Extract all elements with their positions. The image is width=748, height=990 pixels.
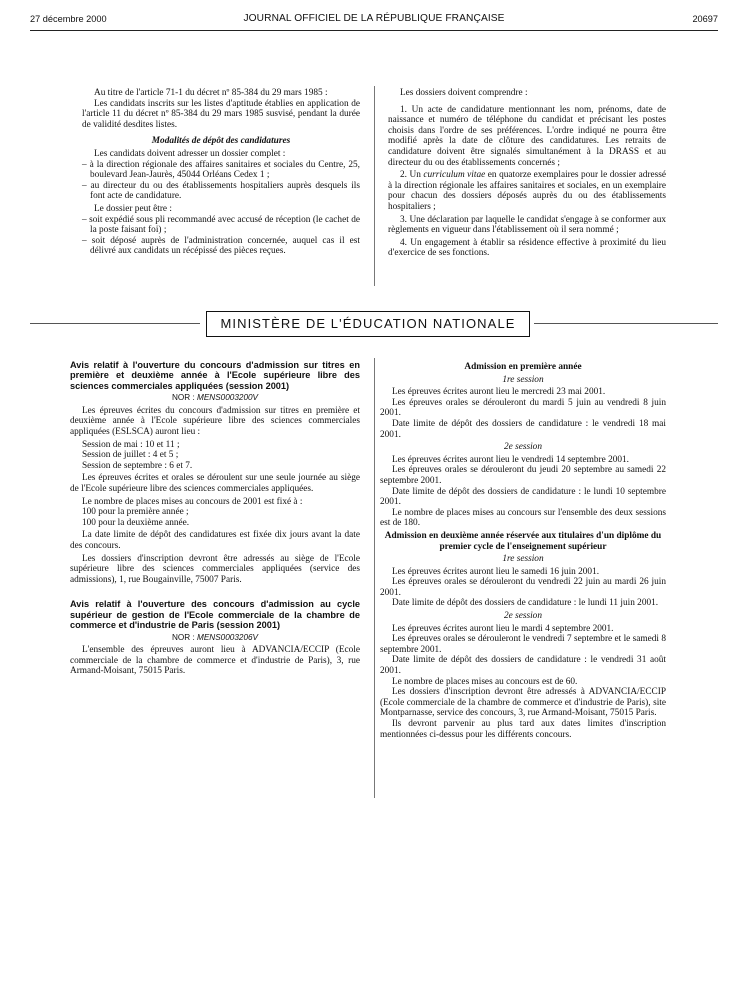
list-item: – à la direction régionale des affaires sanitaires et sociales du Centre, 25, boulevard Jean-Jaurès, 45044 Orléans Cedex 1 ; — [82, 159, 360, 181]
paragraph: Les dossiers d'inscription devront être adressés au siège de l'Ecole supérieure libre des sciences commerciales appliquées (service des admissions), 1, rue Bougainville, 75007 Paris. — [70, 553, 360, 585]
top-left-column — [82, 88, 360, 259]
list-item: – soit expédié sous pli recommandé avec accusé de réception (le cachet de la poste faisant foi) ; — [82, 214, 360, 236]
list-item: – soit déposé auprès de l'administration concernée, auquel cas il est délivré aux candidats un récépissé des pièces reçues. — [82, 235, 360, 257]
session-heading: 2e session — [504, 442, 542, 453]
list-item: 100 pour la deuxième année. — [82, 517, 190, 528]
paragraph: Le nombre de places mises au concours est de 60. — [392, 676, 578, 687]
list-item: 4. Un engagement à établir sa résidence effective à proximité du lieu d'exercice de ses fonctions. — [388, 237, 666, 259]
paragraph: Les épreuves écrites et orales se déroulent sur une seule journée au siège de l'Ecole supérieure libre des sciences commerciales appliquées. — [70, 473, 360, 494]
paragraph: Les candidats inscrits sur les listes d'aptitude établies en application de l'article 11 du décret nº 85-384 du 29 mars 1985 susvisé, pendant la durée de validité desdites listes. — [82, 98, 360, 130]
paragraph: Les épreuves écrites auront lieu le mercredi 23 mai 2001. — [392, 387, 606, 398]
list-item: 2. Un curriculum vitae en quatorze exemplaires pour le dossier adressé à la direction régionale les affaires sanitaires et sociales, en un exemplaire pour chacun des dossiers déposés auprès du ou des établissements hospitaliers ; — [388, 170, 666, 212]
paragraph: Les épreuves écrites auront lieu le mardi 4 septembre 2001. — [392, 623, 614, 634]
paragraph: Date limite de dépôt des dossiers de candidature : le vendredi 18 mai 2001. — [380, 418, 666, 440]
session-heading: 1re session — [502, 374, 544, 385]
list-item: Session de juillet : 4 et 5 ; — [82, 450, 179, 461]
list-item: Session de mai : 10 et 11 ; — [82, 439, 180, 450]
paragraph: Les dossiers doivent comprendre : — [400, 88, 528, 98]
paragraph: Les dossiers d'inscription devront être adressés à ADVANCIA/ECCIP (Ecole commerciale de la chambre de commerce et d'industrie de Paris), site Montparnasse, service des concours, 3, rue Armand-Moisant, 75015 Paris. — [380, 687, 666, 719]
nor-reference: NOR : MENS0003200V — [171, 393, 259, 403]
session-heading: 2e session — [504, 611, 542, 622]
paragraph: Ils devront parvenir au plus tard aux dates limites d'inscription mentionnées ci-dessus pour les différents concours. — [380, 719, 666, 740]
paragraph: Les épreuves écrites du concours d'admission sur titres en première et deuxième année à l'Ecole supérieure libre des sciences commerciales appliquées (ESLSCA) auront lieu : — [70, 405, 360, 437]
list-item: 3. Une déclaration par laquelle le candidat s'engage à se conformer aux règlements en vigueur dans l'établissement où il sera nommé ; — [388, 214, 666, 236]
paragraph: Les épreuves orales se dérouleront le vendredi 7 septembre et le samedi 8 septembre 2001. — [380, 634, 666, 655]
paragraph: Les épreuves écrites auront lieu le samedi 16 juin 2001. — [392, 566, 600, 577]
paragraph: Les candidats doivent adresser un dossier complet : — [94, 148, 286, 159]
list-item: 1. Un acte de candidature mentionnant les nom, prénoms, date de naissance et numéro de téléphone du candidat et précisant les postes choisis dans l'ordre de ses préférences. L'ordre indiqué ne pourra être modifié après la date de clôture des candidatures. Les retraits de candidature doivent être signalés simultanément à la DRASS et au directeur du ou des établissements concernés ; — [388, 104, 666, 168]
page-header — [30, 12, 718, 31]
paragraph: Les épreuves écrites auront lieu le vendredi 14 septembre 2001. — [392, 454, 629, 465]
paragraph: Le dossier peut être : — [94, 203, 172, 214]
session-heading: 1re session — [502, 554, 544, 565]
section-heading: Modalités de dépôt des candidatures — [151, 136, 291, 147]
paragraph: Les épreuves orales se dérouleront du mardi 5 juin au vendredi 8 juin 2001. — [380, 397, 666, 419]
avis-title: Avis relatif à l'ouverture du concours d'admission sur titres en première et deuxième année à l'Ecole supérieure libre des sciences commerciales appliquées (session 2001) — [70, 360, 360, 391]
paragraph: Les épreuves orales se dérouleront du jeudi 20 septembre au samedi 22 septembre 2001. — [380, 465, 666, 486]
paragraph: Le nombre de places mises au concours de 2001 est fixé à : — [82, 496, 303, 507]
column-divider-bottom — [374, 358, 375, 798]
header-page-number: 20697 — [692, 14, 718, 24]
list-item: – au directeur du ou des établissements hospitaliers auprès desquels ils font acte de candidature. — [82, 180, 360, 202]
section-heading: Admission en deuxième année réservée aux titulaires d'un diplôme du premier cycle de l'enseignement supérieur — [384, 530, 662, 552]
paragraph: L'ensemble des épreuves auront lieu à ADVANCIA/ECCIP (Ecole commerciale de la chambre de commerce et d'industrie de Paris), 3, rue Armand-Moisant, 75015 Paris. — [70, 645, 360, 677]
header-date: 27 décembre 2000 — [30, 14, 107, 24]
paragraph: Date limite de dépôt des dossiers de candidature : le vendredi 31 août 2001. — [380, 655, 666, 677]
header-journal-title: JOURNAL OFFICIEL DE LA RÉPUBLIQUE FRANÇAISE — [243, 13, 505, 24]
column-divider-top — [374, 86, 375, 286]
bottom-left-column — [70, 360, 360, 679]
list-item: Session de septembre : 6 et 7. — [82, 460, 193, 471]
top-right-column — [388, 88, 666, 261]
list-item: 100 pour la première année ; — [82, 507, 189, 518]
paragraph: Le nombre de places mises au concours sur l'ensemble des deux sessions est de 180. — [380, 507, 666, 529]
paragraph: Les épreuves orales se dérouleront du vendredi 22 juin au mardi 26 juin 2001. — [380, 577, 666, 598]
paragraph: Date limite de dépôt des dossiers de candidature : le lundi 11 juin 2001. — [392, 598, 659, 609]
bottom-right-column — [380, 362, 666, 742]
section-heading: Admission en première année — [464, 362, 582, 372]
avis-title: Avis relatif à l'ouverture des concours d'admission au cycle supérieur de gestion de l'Ecole commerciale de la chambre de commerce et d'industrie de Paris (session 2001) — [70, 599, 360, 631]
paragraph: La date limite de dépôt des candidatures est fixée dix jours avant la date des concours. — [70, 530, 360, 551]
paragraph: Au titre de l'article 71-1 du décret nº 85-384 du 29 mars 1985 : — [94, 88, 328, 98]
nor-reference: NOR : MENS0003206V — [171, 632, 259, 642]
ministry-banner: MINISTÈRE DE L'ÉDUCATION NATIONALE — [206, 311, 530, 337]
paragraph: Date limite de dépôt des dossiers de candidature : le lundi 10 septembre 2001. — [380, 486, 666, 508]
